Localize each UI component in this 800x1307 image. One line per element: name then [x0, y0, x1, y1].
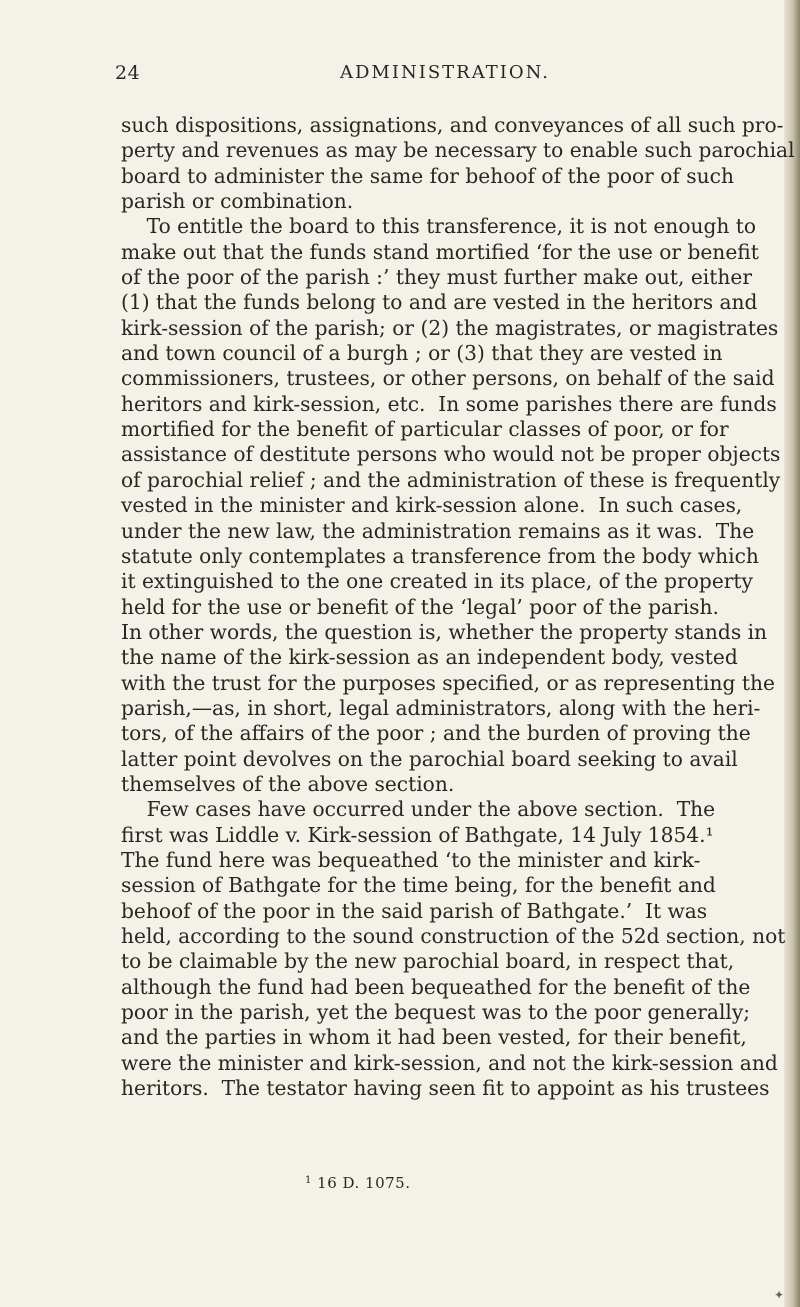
text-line: vested in the minister and kirk-session alone. In such cases,	[121, 493, 743, 518]
page-number: 24	[115, 62, 141, 84]
text-line: kirk-session of the parish; or (2) the magistrates, or magistrates	[121, 315, 779, 340]
text-line: of parochial relief ; and the administration of these is frequently	[121, 467, 781, 492]
text-line: held, according to the sound construction of the 52d section, not	[121, 924, 786, 948]
text-line: parish or combination.	[121, 189, 354, 214]
text-line: tors, of the affairs of the poor ; and the burden of proving the	[121, 721, 751, 746]
text-line: assistance of destitute persons who would not be proper objects	[121, 442, 781, 467]
text-line: commissioners, trustees, or other persons, on behalf of the said	[121, 366, 775, 391]
text-line: The fund here was bequeathed ‘to the minister and kirk-	[121, 847, 701, 872]
text-line: with the trust for the purposes specified, or as representing the	[121, 670, 775, 695]
text-line: (1) that the funds belong to and are vested in the heritors and	[121, 290, 758, 315]
text-line: Few cases have occurred under the above section. The	[121, 797, 716, 822]
text-line: under the new law, the administration remains as it was. The	[121, 518, 755, 543]
ink-speck: ✦	[774, 1288, 785, 1302]
running-title: ADMINISTRATION.	[340, 62, 550, 83]
text-line: held for the use or benefit of the ‘legal’ poor of the parish.	[121, 594, 719, 619]
text-line: heritors and kirk-session, etc. In some parishes there are funds	[121, 391, 777, 416]
body-text	[121, 113, 800, 1101]
page-header	[0, 62, 800, 92]
text-line: session of Bathgate for the time being, for the benefit and	[121, 873, 716, 898]
text-line: make out that the funds stand mortified ‘for the use or benefit	[121, 239, 759, 264]
footnote	[305, 1174, 410, 1192]
text-line: In other words, the question is, whether the property stands in	[121, 619, 768, 644]
footnote-marker: 1	[305, 1175, 312, 1186]
text-line: statute only contemplates a transference from the body which	[121, 543, 759, 568]
text-line: although the fund had been bequeathed for the benefit of the	[121, 974, 751, 999]
text-line: board to administer the same for behoof of the poor of such	[121, 163, 734, 188]
text-line: were the minister and kirk-session, and not the kirk-session and	[121, 1050, 778, 1075]
text-line: and the parties in whom it had been vested, for their benefit,	[121, 1025, 747, 1050]
text-line: To entitle the board to this transference, it is not enough to	[121, 214, 757, 239]
text-line: behoof of the poor in the said parish of Bathgate.’ It was	[121, 898, 708, 923]
text-line: heritors. The testator having seen fit to appoint as his trustees	[121, 1076, 770, 1101]
text-line: themselves of the above section.	[121, 771, 455, 796]
text-line: it extinguished to the one created in its place, of the property	[121, 569, 753, 594]
text-line: and town council of a burgh ; or (3) that they are vested in	[121, 341, 723, 366]
text-line: to be claimable by the new parochial board, in respect that,	[121, 949, 735, 974]
text-line: the name of the kirk-session as an independent body, vested	[121, 645, 738, 670]
text-line: parish,—as, in short, legal administrators, along with the heri-	[121, 695, 761, 720]
text-line: perty and revenues as may be necessary to enable such parochial	[121, 138, 795, 163]
text-line: such dispositions, assignations, and conveyances of all such pro-	[121, 113, 784, 137]
text-line: mortified for the benefit of particular classes of poor, or for	[121, 417, 729, 442]
footnote-text: 16 D. 1075.	[317, 1174, 411, 1192]
text-line: latter point devolves on the parochial board seeking to avail	[121, 746, 738, 771]
text-line: poor in the parish, yet the bequest was to the poor generally;	[121, 1000, 751, 1025]
text-line: of the poor of the parish :’ they must further make out, either	[121, 265, 752, 290]
text-line: first was Liddle v. Kirk-session of Bathgate, 14 July 1854.¹	[121, 822, 714, 847]
